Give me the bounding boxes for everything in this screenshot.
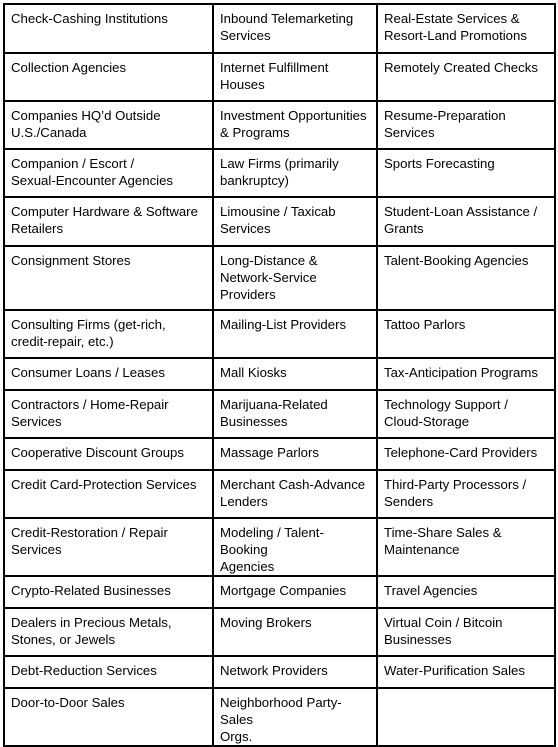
table-cell: Credit-Restoration / Repair Services [4, 518, 213, 576]
table-cell: Long-Distance & Network-Service Providers [213, 246, 377, 310]
table-cell: Contractors / Home-Repair Services [4, 390, 213, 438]
table-cell-empty [377, 688, 555, 746]
table-cell: Limousine / Taxicab Services [213, 197, 377, 246]
table-cell: Marijuana-Related Businesses [213, 390, 377, 438]
table-cell: Door-to-Door Sales [4, 688, 213, 746]
table-cell: Time-Share Sales & Maintenance [377, 518, 555, 576]
table-cell: Tattoo Parlors [377, 310, 555, 358]
table-cell: Moving Brokers [213, 608, 377, 656]
table-cell: Technology Support / Cloud-Storage [377, 390, 555, 438]
table-cell: Mortgage Companies [213, 576, 377, 608]
table-cell: Consulting Firms (get-rich, credit-repair, etc.) [4, 310, 213, 358]
table-cell: Consumer Loans / Leases [4, 358, 213, 390]
table-cell: Debt-Reduction Services [4, 656, 213, 688]
table-cell: Talent-Booking Agencies [377, 246, 555, 310]
table-cell: Credit Card-Protection Services [4, 470, 213, 518]
table-row [4, 688, 555, 746]
table-cell: Internet Fulfillment Houses [213, 53, 377, 101]
table-cell: Tax-Anticipation Programs [377, 358, 555, 390]
table-cell: Inbound Telemarketing Services [213, 4, 377, 53]
table-cell: Neighborhood Party-Sales Orgs. [213, 688, 377, 746]
table-row [4, 608, 555, 656]
table-cell: Merchant Cash-Advance Lenders [213, 470, 377, 518]
table-cell: Real-Estate Services & Resort-Land Promotions [377, 4, 555, 53]
table-body [4, 4, 555, 746]
table-cell: Crypto-Related Businesses [4, 576, 213, 608]
table-row [4, 53, 555, 101]
table-cell: Modeling / Talent-Booking Agencies [213, 518, 377, 576]
table-cell: Travel Agencies [377, 576, 555, 608]
table-cell: Collection Agencies [4, 53, 213, 101]
table-cell: Companies HQ’d Outside U.S./Canada [4, 101, 213, 149]
table-cell: Sports Forecasting [377, 149, 555, 197]
table-cell: Massage Parlors [213, 438, 377, 470]
table-row [4, 390, 555, 438]
table-cell: Investment Opportunities & Programs [213, 101, 377, 149]
table-row [4, 358, 555, 390]
table-cell: Check-Cashing Institutions [4, 4, 213, 53]
table-cell: Dealers in Precious Metals, Stones, or Jewels [4, 608, 213, 656]
table-cell: Virtual Coin / Bitcoin Businesses [377, 608, 555, 656]
table-row [4, 310, 555, 358]
table-row [4, 470, 555, 518]
table-row [4, 101, 555, 149]
table-cell: Remotely Created Checks [377, 53, 555, 101]
table-cell: Resume-Preparation Services [377, 101, 555, 149]
table-cell: Companion / Escort / Sexual-Encounter Agencies [4, 149, 213, 197]
table-cell: Student-Loan Assistance / Grants [377, 197, 555, 246]
table-cell: Water-Purification Sales [377, 656, 555, 688]
table-row [4, 438, 555, 470]
table-cell: Consignment Stores [4, 246, 213, 310]
table-row [4, 246, 555, 310]
table-cell: Computer Hardware & Software Retailers [4, 197, 213, 246]
table-cell: Mall Kiosks [213, 358, 377, 390]
table-cell: Third-Party Processors / Senders [377, 470, 555, 518]
table-row [4, 656, 555, 688]
table-cell: Network Providers [213, 656, 377, 688]
table-row [4, 197, 555, 246]
business-category-table [3, 3, 556, 747]
table-cell: Mailing-List Providers [213, 310, 377, 358]
table-cell: Law Firms (primarily bankruptcy) [213, 149, 377, 197]
table-row [4, 518, 555, 576]
table-row [4, 4, 555, 53]
table-cell: Telephone-Card Providers [377, 438, 555, 470]
table-cell: Cooperative Discount Groups [4, 438, 213, 470]
table-row [4, 149, 555, 197]
table-row [4, 576, 555, 608]
